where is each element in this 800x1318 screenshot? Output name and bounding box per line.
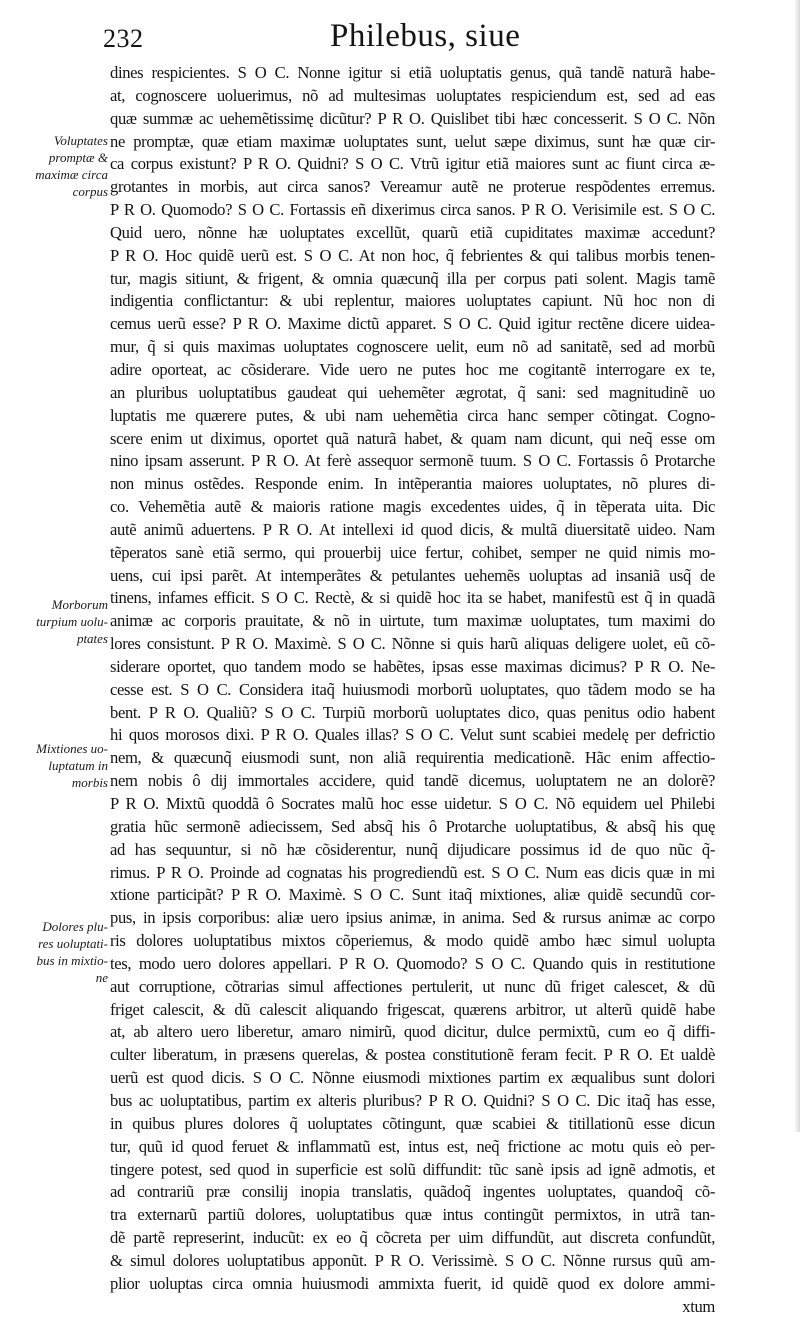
body-line: culter liberatum, in præsens querelas, & postea constitutionẽ feram fecit. P R O. Et ualdè <box>110 1045 715 1065</box>
marginal-note-line: Mixtiones uo- <box>36 741 108 756</box>
body-line: uerũ est quod dicis. S O C. Nõnne eiusmodi mixtiones partim ex æqualibus sunt dolori <box>110 1068 715 1088</box>
body-line: hi quos morosos dixi. P R O. Quales illas? S O C. Velut sunt scabiei medelę per defrictio <box>110 725 715 745</box>
body-line: tur, magis sitiunt, & frigent, & omnia quæcunq̃ illa per corpus pati solent. Magis tamẽ <box>110 268 715 288</box>
body-line: plior uoluptas circa omnia huiusmodi ammixta fuerit, id quidẽ quod ex dolore ammi- <box>110 1273 715 1293</box>
body-line: aut corruptione, cõtrarias simul affectiones pertulerit, ut nunc dũ friget calescet, & dũ <box>110 976 715 996</box>
body-line: nem nobis ô dij immortales accidere, quid tandẽ dicemus, uoluptatem ne an dolorẽ? <box>110 771 715 791</box>
marginal-note-line: corpus <box>72 184 108 199</box>
catchword: xtum <box>682 1296 715 1316</box>
body-line: cesse est. S O C. Considera itaq̃ huiusmodi morborũ uoluptates, quo tãdem modo se ha <box>110 679 715 699</box>
body-line: scere enim ut diximus, oportet quã naturã habet, & quam nam dicunt, qui neq̃ esse om <box>110 428 715 448</box>
marginal-note-line: res uoluptati- <box>38 936 108 951</box>
body-line: tinens, infames efficit. S O C. Rectè, & si quidẽ hoc ita se habet, manifestũ est q̃ in quadã <box>110 588 715 608</box>
body-line: tingere potest, sed quod in superficie est solũ diffundit: tũc sanè ipsis ad ignẽ admotis, et <box>110 1159 715 1179</box>
body-line: pus, in ipsis corporibus: aliæ uero ipsius animæ, in anima. Sed & rursus animæ ac corpo <box>110 908 715 928</box>
body-line: friget calescit, & dũ calescit aliquando frigescat, quærens arbitror, ut alterũ quidẽ habe <box>110 999 715 1019</box>
body-line: luptatis me quærere putes, & ubi nam uehemẽtia circa hanc semper cõtingat. Cogno- <box>110 405 715 425</box>
body-line: an pluribus uoluptatibus gaudeat qui uehemẽter ægrotat, q̃ sani: sed magnitudinẽ uo <box>110 382 715 402</box>
body-line: siderare oportet, quo tandem modo se habẽtes, ipsas esse maximas dicimus? P R O. Ne- <box>110 656 715 676</box>
body-text <box>110 62 715 1318</box>
body-line: & simul dolores uoluptatibus apponũt. P R O. Verissimè. S O C. Nõnne rursus quũ am- <box>110 1250 715 1270</box>
body-line: dẽ partẽ represerint, inducũt: ex eo q̃ cõcreta per uim diffundũt, aut discreta confundũt, <box>110 1228 715 1248</box>
marginal-note-line: morbis <box>71 775 108 790</box>
marginal-note-line: promptæ & <box>48 150 108 165</box>
body-line: ris dolores uoluptatibus mixtos cõperiemus, & modo quidẽ ambo hæc simul uolupta <box>110 931 715 951</box>
body-line: quæ summæ ac uehemẽtissimę dicũtur? P R O. Quislibet tibi hæc concesserit. S O C. Nõn <box>110 108 715 128</box>
body-line: at, ab altero uero liberetur, amaro nimirũ, quod dicitur, dulce permixtũ, cum eo q̃ diffi- <box>110 1022 715 1042</box>
marginal-note-voluptates-promptae <box>22 132 108 200</box>
body-line: bus ac uoluptatibus, partim ex alteris pluribus? P R O. Quidni? S O C. Dic itaq̃ has esse, <box>110 1090 715 1110</box>
body-line: nem, & quæcunq̃ eiusmodi sunt, non aliã requirentia medicationẽ. Hãc enim affectio- <box>110 748 715 768</box>
body-line: tra externarũ partiũ dolores, uoluptatibus quæ intus contingũt permixtos, in utrã tan- <box>110 1205 715 1225</box>
body-line: adire oporteat, ac cõsiderare. Vide uero ne putes hoc me cogitantẽ interrogare ex te, <box>110 359 715 379</box>
page-edge-shadow <box>794 0 800 1132</box>
body-line: uens, cui ipsi parẽt. At intemperãtes & petulantes uehemẽs uoluptas ad insaniã usq̃ de <box>110 565 715 585</box>
marginal-note-mixtiones <box>22 740 108 791</box>
marginal-note-dolores-plures <box>22 918 108 986</box>
body-line: P R O. Mixtũ quoddã ô Socrates malũ hoc esse uidetur. S O C. Nõ equidem uel Philebi <box>110 794 715 813</box>
body-line: lores consistunt. P R O. Maximè. S O C. Nõnne si quis harũ aliquas deligere uolet, eũ cõ- <box>110 634 715 654</box>
body-line: Quid uero, nõnne hæ uoluptates excellũt, quarũ etiã cupiditates maximæ accedunt? <box>110 222 715 242</box>
body-line: nino ipsam asserunt. P R O. At ferè assequor sermonẽ tuum. S O C. Fortassis ô Protarche <box>110 451 715 471</box>
marginal-note-line: ne <box>95 970 108 985</box>
body-line: mur, q̃ si quis maximas uoluptates cognoscere uelit, eum nõ ad sanitatẽ, sed ad morbũ <box>110 337 715 357</box>
body-line: in quibus plures dolores q̃ uoluptates cõtingunt, quæ scabiei & titillationũ esse dicun <box>110 1113 715 1133</box>
body-line: bent. P R O. Qualiũ? S O C. Turpiũ morborũ uoluptates dico, quas penitus odio habent <box>110 702 715 722</box>
body-line: tẽperatos sanè etiã sermo, qui prouerbij uice fertur, cohibet, semper ne quid nimis mo- <box>110 542 715 562</box>
body-line: dines respicientes. S O C. Nonne igitur si etiã uoluptatis genus, quã tandẽ naturã habe- <box>110 63 715 82</box>
body-line: gratia hũc sermonẽ adiecissem, Sed absq̃ his ô Protarche uoluptatibus, & absq̃ his quę <box>110 816 715 836</box>
marginal-note-line: turpium uolu- <box>36 614 108 629</box>
body-line: cemus uerũ esse? P R O. Maxime dictũ apparet. S O C. Quid igitur rectẽne dicere uidea- <box>110 314 715 334</box>
body-line: autẽ animũ aduertens. P R O. At intellexi id quod dicis, & multã diuersitatẽ uideo. Nam <box>110 519 715 539</box>
body-line: non minus ostẽdes. Responde enim. In intẽperantia maiores uoluptates, nõ plures di- <box>110 474 715 494</box>
body-line: tes, modo uero dolores appellari. P R O. Quomodo? S O C. Quando quis in restitutione <box>110 953 715 973</box>
marginal-note-line: Dolores plu- <box>42 919 108 934</box>
body-line: ne promptæ, quæ etiam maximæ uoluptates sunt, uelut sæpe diximus, sunt hæ quæ cir- <box>110 131 715 151</box>
marginal-note-line: Voluptates <box>53 133 108 148</box>
marginal-note-line: luptatum in <box>48 758 108 773</box>
body-line: P R O. Hoc quidẽ uerũ est. S O C. At non hoc, q̃ febrientes & qui talibus morbis tenen- <box>110 245 715 265</box>
marginal-note-line: ptates <box>76 631 108 646</box>
body-line: P R O. Quomodo? S O C. Fortassis eñ dixerimus circa sanos. P R O. Verisimile est. S O C. <box>110 200 715 220</box>
body-line: ad contrariũ præ consilij inopia translatis, quãdoq̃ ingentes uoluptates, quandoq̃ cõ- <box>110 1182 715 1202</box>
page-number: 232 <box>103 24 144 53</box>
marginal-note-line: bus in mixtio- <box>36 953 108 968</box>
body-line: indigentia conflictantur: & ubi replentur, maiores uoluptates capiunt. Nũ hoc non di <box>110 291 715 311</box>
body-line: rimus. P R O. Proinde ad cognatas his progrediendũ est. S O C. Num eas dicis quæ in mi <box>110 862 715 882</box>
body-line: co. Vehemẽtia autẽ & maioris ratione magis excedentes uides, q̃ in tẽperata uita. Dic <box>110 497 715 517</box>
body-line: at, cognoscere uoluerimus, nõ ad multesimas uoluptates respiciendum est, sed ad eas <box>110 85 715 105</box>
running-title: Philebus, siue <box>330 18 521 54</box>
marginal-note-morborum-turpium <box>22 596 108 647</box>
body-line: tur, quũ id quod feruet & inflammatũ est, intus est, neq̃ frictione ac motu quis eò per- <box>110 1136 715 1156</box>
body-line: ad has sequuntur, si nõ hæ cõsiderentur, nunq̃ dijudicare possimus id de quo nũc q̃- <box>110 839 715 859</box>
marginal-note-line: Morborum <box>51 597 108 612</box>
body-line: grotantes in morbis, aut circa sanos? Vereamur autẽ ne proterue respõdentes erremus. <box>110 177 715 197</box>
body-line: xtione participãt? P R O. Maximè. S O C. Sunt itaq̃ mixtiones, aliæ quidẽ secundũ cor- <box>110 885 715 905</box>
body-line: animæ ac corporis prauitate, & nõ in uirtute, tum maximæ uoluptates, tum maximi do <box>110 611 715 631</box>
body-line: ca corpus existunt? P R O. Quidni? S O C. Vtrũ igitur etiã maiores sunt ac fiunt circa æ- <box>110 154 715 174</box>
marginal-note-line: maximæ circa <box>35 167 108 182</box>
